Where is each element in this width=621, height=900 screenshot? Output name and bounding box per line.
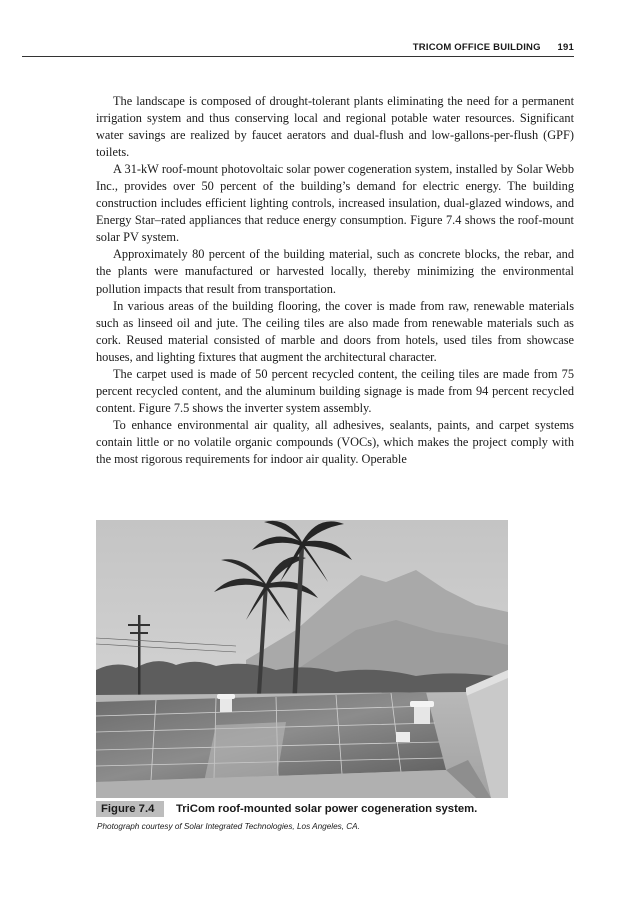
figure-title: TriCom roof-mounted solar power cogeneration system.: [176, 803, 478, 815]
paragraph-landscape: The landscape is composed of drought-tolerant plants eliminating the need for a permanent irrigation system and thus conserving local and regional potable water resources. Significant water savings are realized by faucet aerators and dual-flush and low-gallons-per-flush (GPF) toilets.: [96, 94, 574, 160]
paragraph-renewable-materials: In various areas of the building flooring, the cover is made from raw, renewable materials such as linseed oil and jute. The ceiling tiles are also made from renewable materials such as cork. Reused material consisted of marble and doors from hotels, used tiles from showcase houses, and lighting fixtures that augment the architectural character.: [96, 298, 574, 364]
running-head-title: TRICOM OFFICE BUILDING: [412, 42, 541, 53]
photo-credit: Photograph courtesy of Solar Integrated Technologies, Los Angeles, CA.: [97, 822, 360, 831]
header-rule: [22, 56, 574, 57]
body-text: [96, 93, 574, 468]
paragraph-recycled-content: The carpet used is made of 50 percent recycled content, the ceiling tiles are made from 75 percent recycled content, and the aluminum building signage is made from 94 percent recycled content. Figure 7.5 shows the inverter system assembly.: [96, 366, 574, 415]
figure-label: Figure 7.4: [96, 801, 164, 817]
paragraph-solar-system: A 31-kW roof-mount photovoltaic solar power cogeneration system, installed by Solar Webb Inc., provides over 50 percent of the building’s demand for electric energy. The building construction includes efficient lighting controls, increased insulation, dual-glazed windows, and Energy Star–rated appliances that reduce energy consumption. Figure 7.4 shows the roof-mount solar PV system.: [96, 162, 574, 245]
paragraph-local-materials: Approximately 80 percent of the building material, such as concrete blocks, the rebar, and the plants were manufactured or harvested locally, thereby minimizing the environmental pollution impacts that result from transportation.: [96, 247, 574, 296]
running-head: [96, 42, 574, 53]
paragraph-air-quality: To enhance environmental air quality, all adhesives, sealants, paints, and carpet systems contain little or no volatile organic compounds (VOCs), which makes the project comply with the most rigorous requirements for indoor air quality. Operable: [96, 417, 574, 466]
figure-caption: [96, 800, 574, 818]
page-number: 191: [557, 42, 574, 53]
rooftop-solar-photo: [96, 520, 508, 798]
